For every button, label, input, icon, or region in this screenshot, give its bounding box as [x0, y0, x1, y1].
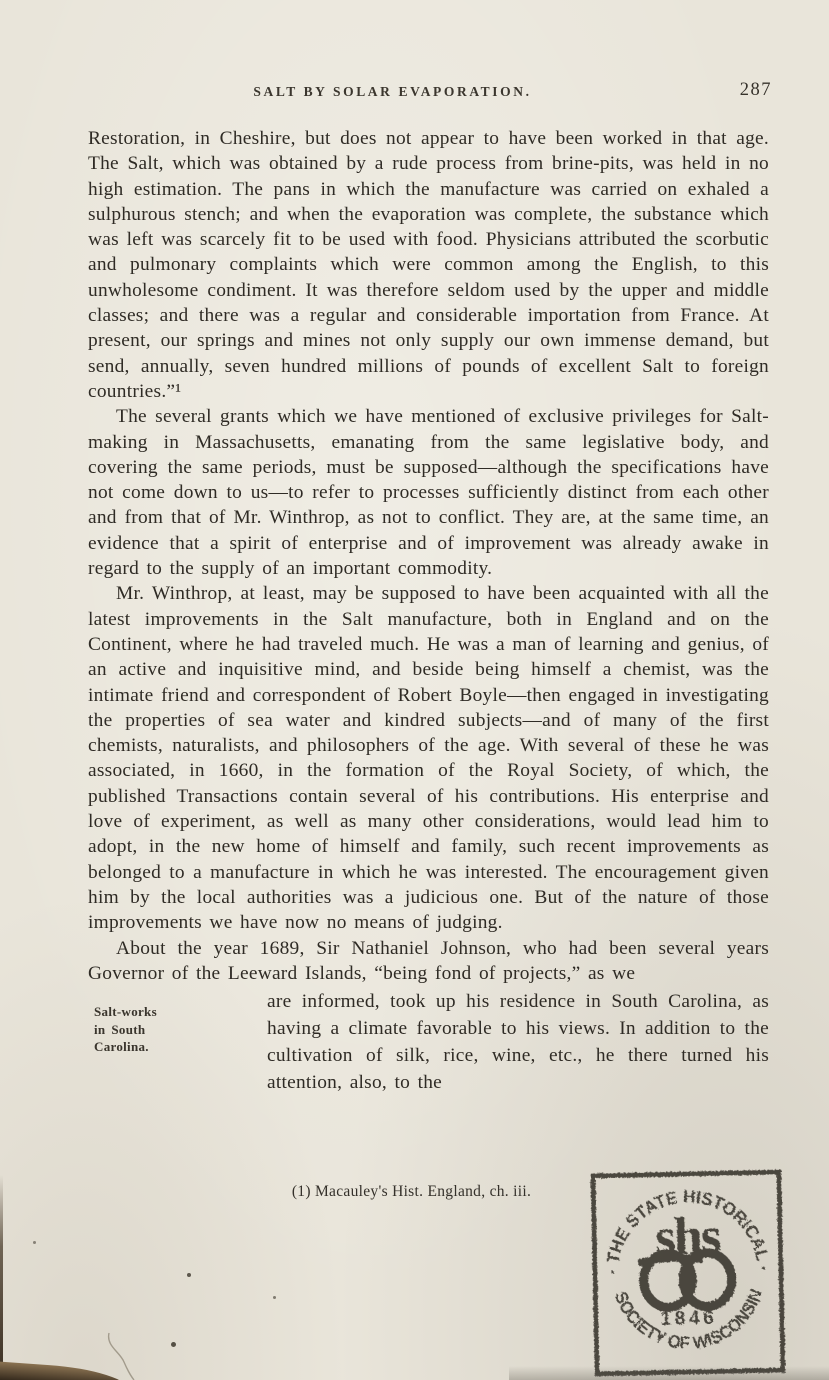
paragraph-winthrop: Mr. Winthrop, at least, may be supposed to have been acquainted with all the latest improvements in the Salt manufacture, both in England and on the Continent, where he had traveled much. He was a man of learning and genius, of an active and inquisitive mind, and beside being himself a chemist, was the intimate friend and correspondent of Robert Boyle—then engaged in investigating the properties of sea water and kindred subjects—and of many of the first chemists, naturalists, and philosophers of the age. With several of these he was associated, in 1660, in the formation of the Royal Society, of which, the published Transactions contain several of his contributions. His enterprise and love of experiment, as well as many other considerations, would lead him to adopt, in the new home of himself and family, such recent improvements as belonged to a manufacture in which he was interested. The encouragement given him by the local authorities was a judicious one. But of the nature of those improvements we have now no means of judging.	[88, 583, 769, 934]
stamp-w-monogram-glyph	[638, 1252, 732, 1307]
paper-speck	[544, 213, 546, 215]
stamp-top-arc-text: · THE STATE HISTORICAL ·	[602, 1186, 774, 1275]
paper-scratch	[100, 1330, 152, 1380]
paragraph-restoration: Restoration, in Cheshire, but does not appear to have been worked in that age. The Salt, which was obtained by a rude process from brine-pits, was held in no high estimation. The pans in which the manufacture was carried on exhaled a sulphurous stench; and when the evaporation was complete, the substance which was left was scarcely fit to be used with food. Physicians attributed the scorbutic and pulmonary complaints which were common among the English, to this unwholesome condiment. It was therefore seldom used by the upper and middle classes; and there was a regular and considerable importation from France. At present, our springs and mines not only supply our own immense demand, but send, annually, seven hundred millions of pounds of excellent Salt to foreign countries.”¹	[88, 128, 769, 402]
paper-speck	[33, 1241, 36, 1244]
sidenote-block	[88, 988, 769, 1096]
running-header	[0, 80, 829, 108]
library-stamp	[588, 1166, 788, 1380]
paper-speck	[171, 1342, 176, 1347]
page-number: 287	[739, 80, 772, 100]
margin-note-line: Salt-works	[94, 1004, 157, 1020]
paragraph-johnson-continued: are informed, took up his residence in South Carolina, as having a climate favorable to his views. In addition to the cultivation of silk, rice, wine, etc., he there turned his attention, also, to the	[267, 991, 769, 1094]
page-body	[88, 126, 769, 1096]
stamp-year: 1846	[660, 1307, 718, 1331]
stamp-bottom-arc-text: SOCIETY OF WISCONSIN	[610, 1285, 767, 1353]
paper-speck	[273, 1296, 276, 1299]
page-edge-shadow	[0, 1175, 3, 1380]
margin-note	[94, 1003, 254, 1056]
margin-note-line: Carolina.	[94, 1039, 149, 1055]
stamp-monogram: shs	[654, 1207, 720, 1267]
margin-note-line: in South	[94, 1021, 146, 1037]
running-header-title: SALT BY SOLAR EVAPORATION.	[253, 84, 532, 99]
paper-speck	[187, 1273, 191, 1277]
paragraph-grants: The several grants which we have mentioned of exclusive privileges for Salt-making in Massachusetts, emanating from the same legislative body, and covering the same periods, must be supposed—although the specifications have not come down to us—to refer to processes sufficiently distinct from each other and from that of Mr. Winthrop, as not to conflict. They are, at the same time, an evidence that a spirit of enterprise and of improvement was already awake in regard to the supply of an important commodity.	[88, 406, 769, 580]
page-bottom-shadow	[509, 1366, 829, 1380]
footnote: (1) Macauley's Hist. England, ch. iii.	[291, 1183, 532, 1200]
paragraph-johnson-intro: About the year 1689, Sir Nathaniel Johnson, who had been several years Governor of the Leeward Islands, “being fond of projects,” as we	[88, 937, 769, 984]
